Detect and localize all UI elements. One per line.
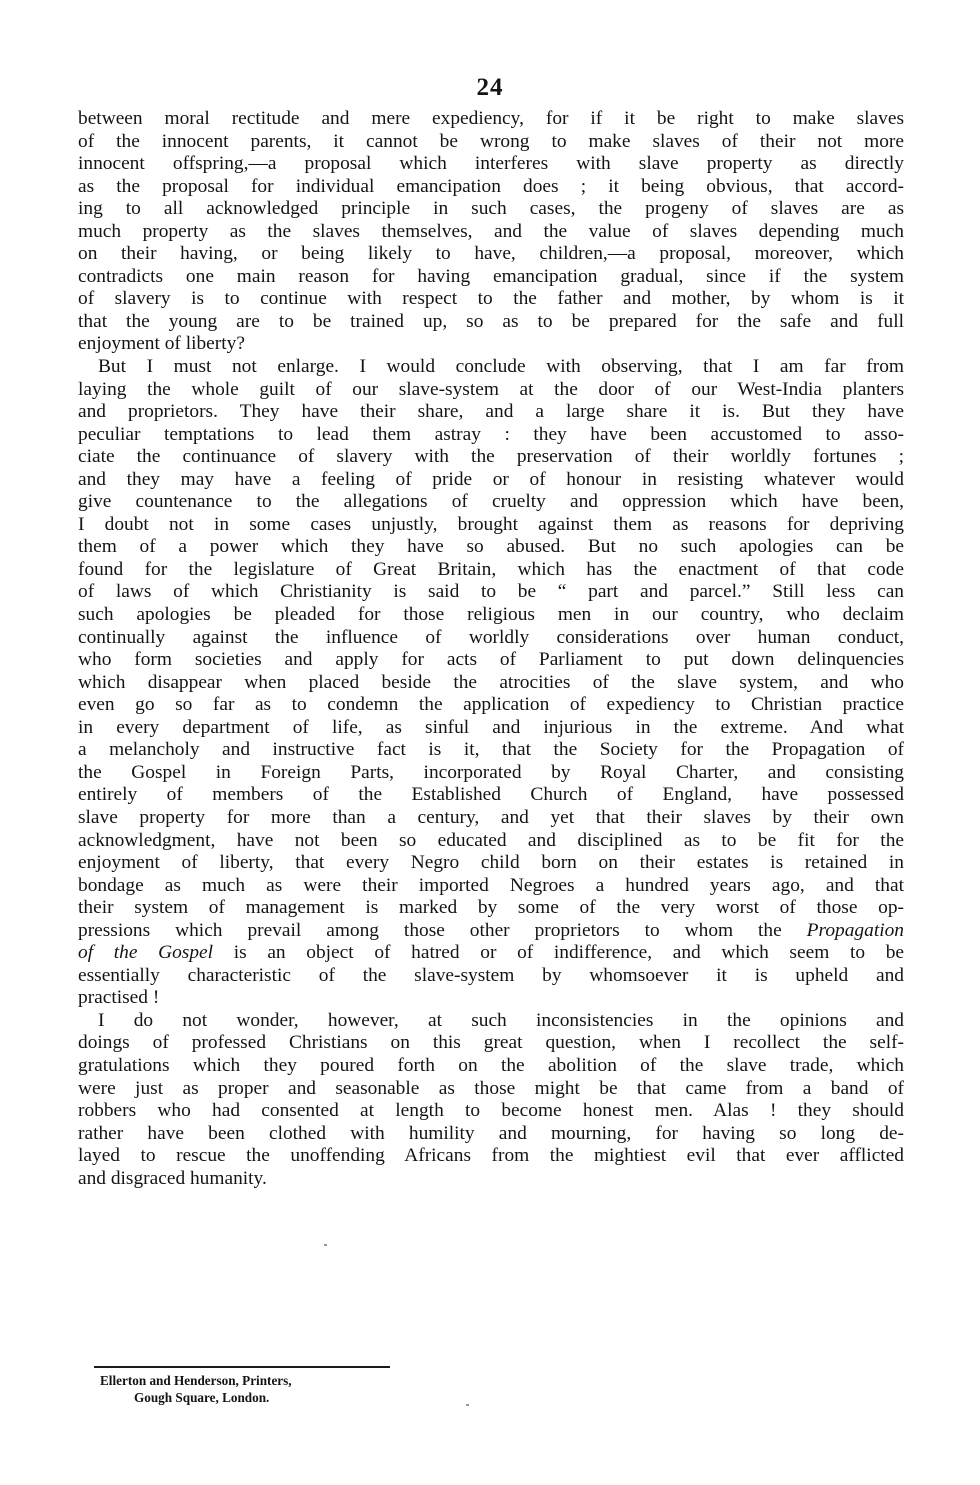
paragraph-1 [78, 108, 904, 356]
text-fragment: is an object of hatred or of indifference, and which seem to be [213, 942, 904, 964]
text-line: such apologies be pleaded for those religious men in our country, who declaim [78, 604, 904, 626]
printer-name: Ellerton and Henderson, Printers, [100, 1373, 292, 1388]
text-line: much property as the slaves themselves, and the value of slaves depending much [78, 220, 904, 242]
italic-phrase: of the Gospel [78, 942, 214, 964]
text-line: enjoyment of liberty, that every Negro child born on their estates is retained in [78, 852, 904, 874]
text-line: who form societies and apply for acts of Parliament to put down delinquencies [78, 649, 904, 671]
text-line: innocent offspring,—a proposal which interferes with slave property as directly [78, 153, 904, 175]
text-line-with-italic [78, 920, 904, 943]
paragraph-2 [78, 356, 904, 1010]
text-line: practised ! [78, 987, 160, 1009]
text-line: and proprietors. They have their share, and a large share it is. But they have [78, 401, 904, 423]
text-line: of laws of which Christianity is said to be “ part and parcel.” Still less can [78, 581, 904, 603]
text-line: a melancholy and instructive fact is it, that the Society for the Propagation of [78, 739, 904, 761]
text-line: entirely of members of the Established Church of England, have possessed [78, 784, 904, 806]
text-line-with-italic [78, 942, 904, 965]
italic-phrase: Propagation [806, 919, 904, 941]
text-line: rather have been clothed with humility and mourning, for having so long de- [78, 1122, 904, 1144]
imprint-rule [94, 1366, 390, 1368]
text-line: of slavery is to continue with respect to the father and mother, by whom is it [78, 288, 904, 310]
printer-imprint [94, 1366, 390, 1406]
text-line: gratulations which they poured forth on the abolition of the slave trade, which [78, 1054, 904, 1076]
page-number: 24 [476, 74, 504, 101]
text-line: essentially characteristic of the slave-system by whomsoever it is upheld and [78, 964, 904, 986]
text-line: the Gospel in Foreign Parts, incorporated by Royal Charter, and consisting [78, 761, 904, 783]
print-speck [324, 1244, 327, 1246]
text-line: as the proposal for individual emancipation does ; it being obvious, that accord- [78, 175, 904, 197]
text-line: and disgraced humanity. [78, 1167, 267, 1189]
text-line: ing to all acknowledged principle in such cases, the progeny of slaves are as [78, 198, 904, 220]
text-line: of the innocent parents, it cannot be wrong to make slaves of their not more [78, 130, 904, 152]
printer-address: Gough Square, London. [134, 1390, 270, 1405]
text-line: were just as proper and seasonable as those might be that came from a band of [78, 1077, 904, 1099]
text-line: found for the legislature of Great Britain, which has the enactment of that code [78, 558, 904, 580]
text-line: in every department of life, as sinful and injurious in the extreme. And what [78, 716, 904, 738]
text-line: give countenance to the allegations of cruelty and oppression which have been, [78, 491, 904, 513]
text-line: their system of management is marked by some of the very worst of those op- [78, 897, 904, 919]
text-line: them of a power which they have so abused. But no such apologies can be [78, 536, 904, 558]
text-line: that the young are to be trained up, so as to be prepared for the safe and full [78, 310, 904, 332]
text-line: peculiar temptations to lead them astray : they have been accustomed to asso- [78, 423, 904, 445]
text-line: I doubt not in some cases unjustly, brought against them as reasons for depriving [78, 513, 904, 535]
text-line: on their having, or being likely to have, children,—a proposal, moreover, which [78, 243, 904, 265]
text-line: and they may have a feeling of pride or of honour in resisting whatever would [78, 468, 904, 490]
text-line: contradicts one main reason for having emancipation gradual, since if the system [78, 265, 904, 287]
text-line: bondage as much as were their imported Negroes a hundred years ago, and that [78, 874, 904, 896]
text-fragment: pressions which prevail among those other proprietors to whom the [78, 919, 807, 941]
text-line: layed to rescue the unoffending Africans from the mightiest evil that ever afflicted [78, 1145, 904, 1167]
paragraph-3 [78, 1010, 904, 1190]
text-line: which disappear when placed beside the atrocities of the slave system, and who [78, 671, 904, 693]
text-line: slave property for more than a century, and yet that their slaves by their own [78, 806, 904, 828]
print-speck [466, 1404, 469, 1406]
text-line: continually against the influence of worldly considerations over human conduct, [78, 626, 904, 648]
text-line: doings of professed Christians on this great question, when I recollect the self- [78, 1032, 904, 1054]
text-line: robbers who had consented at length to become honest men. Alas ! they should [78, 1100, 904, 1122]
text-line: But I must not enlarge. I would conclude with observing, that I am far from [98, 356, 904, 378]
text-line: ciate the continuance of slavery with the preservation of their worldly fortunes ; [78, 446, 904, 468]
text-line: between moral rectitude and mere expediency, for if it be right to make slaves [78, 108, 904, 129]
body-text [78, 108, 904, 1190]
text-line: enjoyment of liberty? [78, 333, 245, 355]
text-line: acknowledgment, have not been so educated and disciplined as to be fit for the [78, 829, 904, 851]
text-line: even go so far as to condemn the application of expediency to Christian practice [78, 694, 904, 716]
text-line: I do not wonder, however, at such inconsistencies in the opinions and [98, 1009, 904, 1031]
text-line: laying the whole guilt of our slave-system at the door of our West-India planters [78, 378, 904, 400]
